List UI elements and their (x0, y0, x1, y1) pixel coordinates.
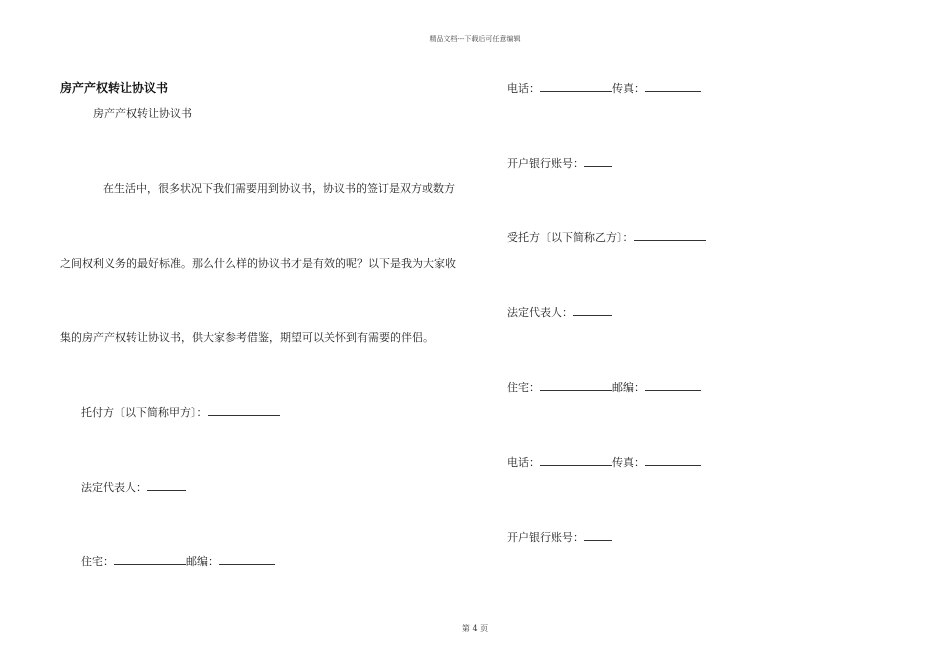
page-number: 第 4 页 (461, 624, 489, 633)
intro-paragraph-line-3: 集的房产产权转让协议书，供大家参考借鉴，期望可以关怀到有需要的伴侣。 (60, 331, 434, 344)
party-a-blank (208, 406, 280, 416)
right-phone-field (507, 80, 701, 96)
intro-paragraph-line-2: 之间权利义务的最好标准。那么什么样的协议书才是有效的呢？以下是我为大家收 (60, 257, 456, 270)
right-bank2-label: 开户银行账号： (507, 531, 584, 544)
right-phone2-blank (540, 456, 612, 466)
left-address-label: 住宅： (81, 555, 114, 568)
document-subtitle: 房产产权转让协议书 (93, 107, 192, 120)
party-b-label: 受托方〔以下简称乙方〕： (507, 231, 634, 244)
left-address-blank (114, 555, 186, 565)
right-fax-blank (645, 82, 701, 92)
left-legal-rep-label: 法定代表人： (81, 481, 147, 494)
left-legal-rep-field (81, 479, 186, 495)
right-address-field (507, 379, 701, 395)
party-a-field (81, 404, 280, 420)
right-legal-rep-field (507, 304, 612, 320)
party-a-label: 托付方〔以下简称甲方〕： (81, 406, 208, 419)
party-b-field (507, 229, 706, 245)
right-phone2-label: 电话： (507, 456, 540, 469)
right-address-blank (540, 381, 612, 391)
intro-paragraph-line-1: 在生活中，很多状况下我们需要用到协议书，协议书的签订是双方或数方 (103, 182, 455, 195)
left-address-field (81, 553, 275, 569)
right-phone-label: 电话： (507, 82, 540, 95)
right-phone2-field (507, 454, 701, 470)
party-b-blank (634, 231, 706, 241)
right-fax2-label: 传真： (612, 456, 645, 469)
right-bank-blank (584, 157, 612, 167)
right-bank2-blank (584, 531, 612, 541)
right-phone-blank (540, 82, 612, 92)
right-bank2-field (507, 529, 612, 545)
right-fax2-blank (645, 456, 701, 466)
right-legal-rep-label: 法定代表人： (507, 306, 573, 319)
right-bank-label: 开户银行账号： (507, 157, 584, 170)
left-postcode-blank (219, 555, 275, 565)
page-header: 精品文档---下载后可任意编辑 (429, 35, 521, 43)
right-postcode-blank (645, 381, 701, 391)
document-title: 房产产权转让协议书 (60, 81, 169, 95)
left-legal-rep-blank (147, 481, 186, 491)
right-fax-label: 传真： (612, 82, 645, 95)
right-address-label: 住宅： (507, 381, 540, 394)
right-postcode-label: 邮编： (612, 381, 645, 394)
left-postcode-label: 邮编： (186, 555, 219, 568)
right-bank-field (507, 155, 612, 171)
right-legal-rep-blank (573, 306, 612, 316)
